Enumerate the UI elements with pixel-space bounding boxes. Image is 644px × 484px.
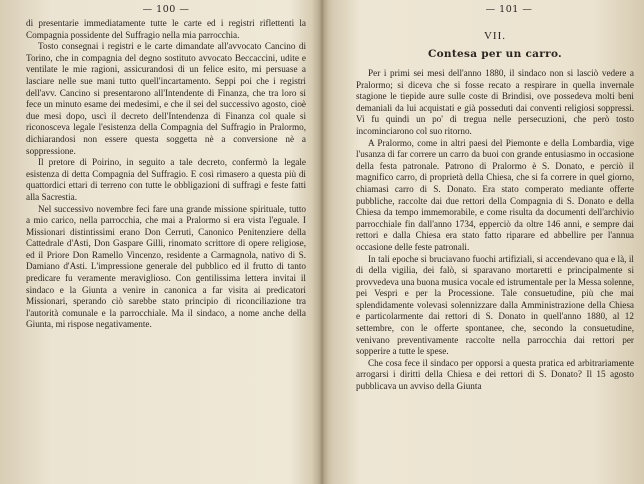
paragraph: A Pralormo, come in altri paesi del Piemonte e della Lombardia, vige l'usanza di far correre un carro da buoi con grande entusiasmo in occasione della festa patronale. Patrono di Pralormo è S. Donato, e perciò il magnifico carro, di proprietà della Chiesa, che si fa correre in quel giorno, chiamasi carro di S. Donato. Era stato comperato mediante offerte pubbliche, raccolte dai due rettori della Compagnia di S. Donato e della Chiesa da tempo immemorabile, e come risulta da documenti dell'archivio parrocchiale fin dall'anno 1734, epperciò da oltre 146 anni, e sempre dai rettori e dalla Chiesa era stato fatto riparare ed abbellire per l'annua occasione delle feste patronali. <box>356 137 634 252</box>
chapter-number: VII. <box>483 30 507 42</box>
chapter-title: Contesa per un carro. <box>427 48 563 60</box>
paragraph: Il pretore di Poirino, in seguito a tale decreto, confermò la legale esistenza di detta Compagnia del Suffragio. E così rimasero a questa più di quattordici ettari di terreno con tutte le obbligazioni di suffragi e feste fatti alla Sacrestia. <box>26 157 306 202</box>
paragraph: Tosto consegnai i registri e le carte dimandate all'avvocato Cancino di Torino, che in compagnia del degno sostituto avvocato Beccaccini, udite e ventilate le mie ragioni, assicurandosi di un felice esito, mi persuase a lasciare nelle sue mani tutto quell'incartamento. Seppi poi che i registri dell'avv. Cancino si presentarono all'Intendente di Finanza, che tra loro si fece un minuto esame dei medesimi, e che il sei del successivo agosto, cioè due mesi dopo, uscì il decreto dell'Intendenza di Finanza col quale si riconosceva legale l'esistenza della Compagnia del Suffragio in Pralormo, dichiarandosi non essere questa soggetta nè a conversione nè a soppressione. <box>26 41 306 156</box>
right-page <box>322 0 644 484</box>
paragraph: Che cosa fece il sindaco per opporsi a questa pratica ed arbitrariamente arrogarsi i diritti della Chiesa e dei rettori di S. Donato? Il 15 agosto pubblicava un avviso della Giunta <box>356 357 634 392</box>
page-number-right: — 101 — <box>485 4 533 15</box>
left-page-text <box>26 18 306 331</box>
paragraph: di presentarie immediatamente tutte le carte ed i registri riflettenti la Compagnia possidente del Suffragio nella mia parrocchia. <box>26 18 306 40</box>
paragraph: Per i primi sei mesi dell'anno 1880, il sindaco non si lasciò vedere a Pralormo; si diceva che si fosse recato a respirare in quella invernale stagione le tiepide aure sulle coste di Brindisi, ove possedeva molti beni demaniali da lui acquistati e già posseduti dai conventi religiosi soppressi. Vi fu quindi un po' di tregua nelle persecuzioni, che però tosto incominciarono col suo ritorno. <box>356 68 634 136</box>
page-number-left: — 100 — <box>142 4 190 15</box>
paragraph: Nel successivo novembre feci fare una grande missione spirituale, tutto a mio carico, nella parrocchia, che mai a Pralormo si era vista l'eguale. I Missionari distintissimi erano Don Cerruti, Canonico Penitenziere della Cattedrale d'Asti, Don Gaspare Gilli, rinomato scrittore di opere religiose, ed il Priore Don Ramello Vincenzo, residente a Carmagnola, nativo di S. Damiano d'Asti. L'impressione generale del pubblico ed il frutto di tanto predicare fu veramente meraviglioso. Con gentilissima lettera invitai il sindaco e la Giunta a venire in canonica a far visita ai predicatori Missionari, sperando ciò sarebbe stato principio di riconciliazione tra l'autorità comunale e la parrocchiale. Ma il sindaco, a nome anche della Giunta, mi rispose negativamente. <box>26 203 306 330</box>
right-page-text <box>356 68 634 393</box>
paragraph: In tali epoche si bruciavano fuochi artifiziali, si accendevano qua e là, il di della vigilia, dei falò, si sparavano mortaretti e principalmente si provvedeva una buona musica vocale ed istrumentale per la Messa solenne, pei Vespri e per la Processione. Tale consuetudine, più che mai splendidamente volevasi solennizzare dalla Amministrazione della Chiesa e particolarmente dai rettori di S. Donato in quell'anno 1880, al 12 settembre, con le offerte spontanee, che, secondo la consuetudine, venivano preventivamente raccolte nella parrocchia dai rettori per sopperire a tutte le spese. <box>356 253 634 357</box>
